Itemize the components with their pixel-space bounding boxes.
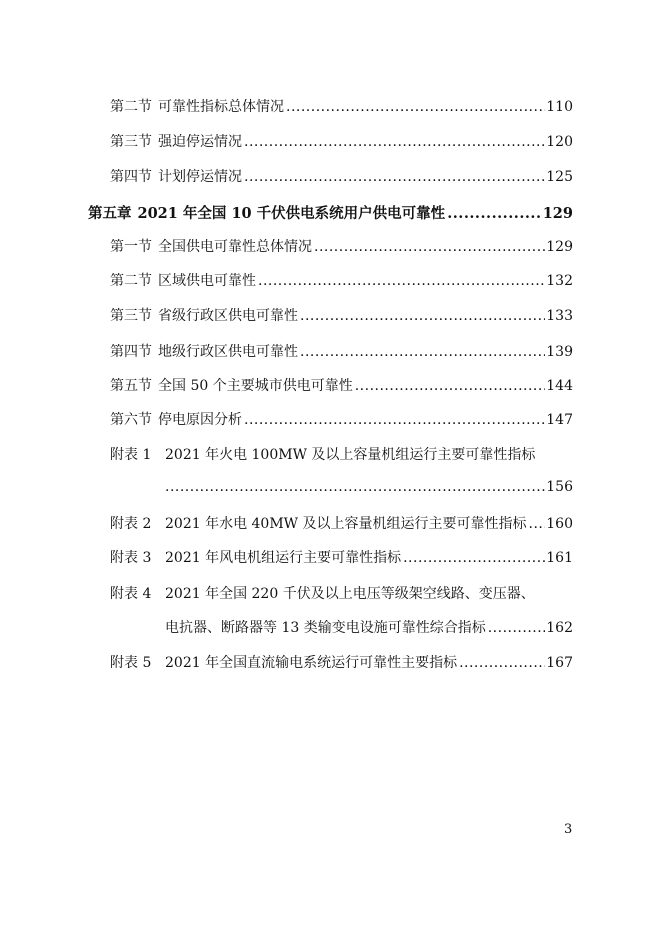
- section-title: 全国 50 个主要城市供电可靠性: [158, 378, 353, 394]
- toc-entry-section[interactable]: [110, 341, 573, 361]
- toc-entry-section[interactable]: [110, 305, 573, 325]
- appendix-title-line2: 电抗器、断路器等 13 类输变电设施可靠性综合指标: [165, 620, 486, 636]
- toc-entry-section[interactable]: [110, 236, 573, 256]
- toc-entry-section[interactable]: [110, 375, 573, 395]
- chapter-title: 2021 年全国 10 千伏供电系统用户供电可靠性: [137, 205, 446, 222]
- leader-dots: [300, 308, 545, 324]
- toc-entry-section[interactable]: [110, 166, 573, 186]
- chapter-label: 第五章: [88, 205, 132, 222]
- page-ref: 144: [546, 378, 573, 394]
- toc-entry-section[interactable]: [110, 409, 573, 429]
- leader-dots: [459, 655, 545, 671]
- section-label: 第二节: [110, 273, 152, 289]
- leader-dots: [488, 620, 546, 636]
- section-title: 区域供电可靠性: [158, 273, 256, 289]
- appendix-title[interactable]: 2021 年火电 100MW 及以上容量机组运行主要可靠性指标: [165, 447, 536, 463]
- page-ref: 125: [546, 169, 573, 185]
- toc-entry-appendix[interactable]: [165, 513, 573, 533]
- page-ref: 147: [546, 412, 573, 428]
- appendix-title: 2021 年水电 40MW 及以上容量机组运行主要可靠性指标: [165, 516, 527, 532]
- section-label: 第三节: [110, 134, 152, 150]
- toc-entry-appendix[interactable]: [165, 547, 573, 567]
- leader-dots: [165, 479, 545, 495]
- leader-dots: [244, 134, 545, 150]
- section-title: 省级行政区供电可靠性: [158, 308, 298, 324]
- section-label: 第一节: [110, 239, 152, 255]
- toc-entry-appendix-continuation[interactable]: [165, 617, 573, 637]
- leader-dots: [403, 550, 545, 566]
- toc-entry-section[interactable]: [110, 96, 573, 116]
- page-ref: 110: [546, 99, 573, 115]
- appendix-label: 附表 3: [110, 550, 152, 566]
- section-title: 全国供电可靠性总体情况: [158, 239, 312, 255]
- section-title: 可靠性指标总体情况: [158, 99, 284, 115]
- appendix-title[interactable]: 2021 年全国 220 千伏及以上电压等级架空线路、变压器、: [165, 586, 535, 602]
- section-label: 第四节: [110, 169, 152, 185]
- toc-entry-section[interactable]: [110, 131, 573, 151]
- page-ref: 156: [546, 479, 573, 495]
- leader-dots: [244, 169, 545, 185]
- section-label: 第四节: [110, 344, 152, 360]
- appendix-title: 2021 年全国直流输电系统运行可靠性主要指标: [165, 655, 458, 671]
- section-label: 第六节: [110, 412, 152, 428]
- section-label: 第二节: [110, 99, 152, 115]
- leader-dots: [314, 239, 545, 255]
- page-number: 3: [564, 822, 573, 837]
- appendix-label: 附表 5: [110, 655, 152, 671]
- section-title: 停电原因分析: [158, 412, 242, 428]
- page-ref: 167: [546, 655, 573, 671]
- appendix-label: 附表 1: [110, 447, 152, 463]
- toc-entry-section[interactable]: [110, 270, 573, 290]
- page-ref: 129: [546, 239, 573, 255]
- leader-dots: [355, 378, 546, 394]
- page-ref: 160: [546, 516, 573, 532]
- leader-dots: [447, 205, 542, 222]
- page-ref: 133: [546, 308, 573, 324]
- appendix-title: 2021 年风电机组运行主要可靠性指标: [165, 550, 402, 566]
- page-ref: 139: [546, 344, 573, 360]
- section-title: 强迫停运情况: [158, 134, 242, 150]
- page-ref: 161: [546, 550, 573, 566]
- section-title: 计划停运情况: [158, 169, 242, 185]
- appendix-label: 附表 2: [110, 516, 152, 532]
- toc-entry-appendix[interactable]: [165, 652, 573, 672]
- section-label: 第五节: [110, 378, 152, 394]
- leader-dots: [286, 99, 545, 115]
- section-label: 第三节: [110, 308, 152, 324]
- section-title: 地级行政区供电可靠性: [158, 344, 298, 360]
- appendix-label: 附表 4: [110, 586, 152, 602]
- leader-dots: [300, 344, 545, 360]
- leader-dots: [244, 412, 545, 428]
- leader-dots: [258, 273, 545, 289]
- leader-dots: [529, 516, 546, 532]
- page-ref: 132: [546, 273, 573, 289]
- page-ref: 120: [546, 134, 573, 150]
- toc-entry-chapter[interactable]: [88, 202, 573, 223]
- page-ref: 129: [542, 205, 573, 222]
- page-ref: 162: [546, 620, 573, 636]
- toc-entry-appendix-continuation[interactable]: [165, 479, 573, 495]
